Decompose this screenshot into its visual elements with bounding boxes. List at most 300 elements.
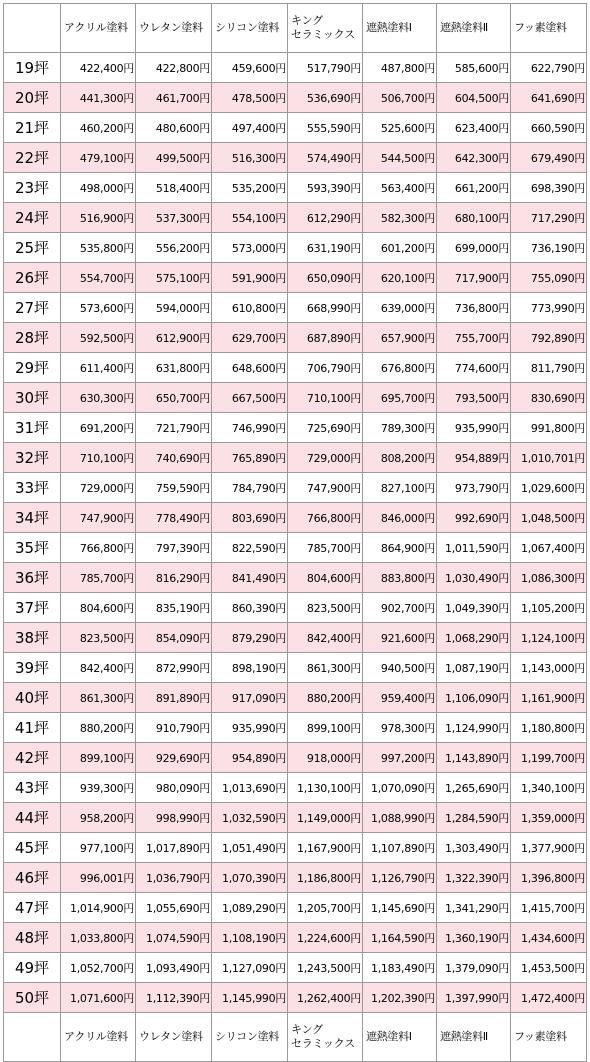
price-cell: 498,000円 [61, 173, 136, 203]
header-row [4, 4, 587, 53]
price-cell: 1,088,990円 [363, 803, 437, 833]
row-label: 31坪 [4, 413, 61, 443]
price-cell: 785,700円 [288, 533, 363, 563]
price-cell: 921,600円 [363, 623, 437, 653]
price-cell: 997,200円 [363, 743, 437, 773]
row-label: 19坪 [4, 53, 61, 83]
price-cell: 1,186,800円 [288, 863, 363, 893]
column-header: ウレタン塗料 [136, 4, 212, 53]
table-row [4, 413, 587, 443]
price-cell: 978,300円 [363, 713, 437, 743]
price-cell: 1,107,890円 [363, 833, 437, 863]
price-cell: 1,472,400円 [511, 983, 587, 1013]
price-cell: 1,453,500円 [511, 953, 587, 983]
row-label: 34坪 [4, 503, 61, 533]
price-cell: 827,100円 [363, 473, 437, 503]
price-cell: 1,164,590円 [363, 923, 437, 953]
price-cell: 1,071,600円 [61, 983, 136, 1013]
table-row [4, 923, 587, 953]
price-cell: 441,300円 [61, 83, 136, 113]
price-cell: 516,900円 [61, 203, 136, 233]
row-label: 27坪 [4, 293, 61, 323]
price-cell: 1,036,790円 [136, 863, 212, 893]
price-cell: 687,890円 [288, 323, 363, 353]
price-cell: 747,900円 [61, 503, 136, 533]
price-cell: 601,200円 [363, 233, 437, 263]
row-label: 43坪 [4, 773, 61, 803]
price-cell: 842,400円 [61, 653, 136, 683]
price-cell: 1,340,100円 [511, 773, 587, 803]
price-cell: 898,190円 [212, 653, 288, 683]
price-cell: 459,600円 [212, 53, 288, 83]
price-cell: 554,100円 [212, 203, 288, 233]
price-cell: 861,300円 [61, 683, 136, 713]
price-cell: 1,048,500円 [511, 503, 587, 533]
price-cell: 1,074,590円 [136, 923, 212, 953]
price-cell: 630,300円 [61, 383, 136, 413]
price-cell: 573,000円 [212, 233, 288, 263]
price-cell: 854,090円 [136, 623, 212, 653]
price-cell: 1,070,090円 [363, 773, 437, 803]
price-cell: 1,067,400円 [511, 533, 587, 563]
price-cell: 592,500円 [61, 323, 136, 353]
price-cell: 517,790円 [288, 53, 363, 83]
row-label: 46坪 [4, 863, 61, 893]
table-row [4, 383, 587, 413]
price-cell: 1,415,700円 [511, 893, 587, 923]
price-cell: 1,130,100円 [288, 773, 363, 803]
table-row [4, 743, 587, 773]
price-cell: 1,032,590円 [212, 803, 288, 833]
price-cell: 612,900円 [136, 323, 212, 353]
price-cell: 755,090円 [511, 263, 587, 293]
price-cell: 973,790円 [437, 473, 511, 503]
price-cell: 556,200円 [136, 233, 212, 263]
price-cell: 461,700円 [136, 83, 212, 113]
price-cell: 1,017,890円 [136, 833, 212, 863]
price-cell: 929,690円 [136, 743, 212, 773]
table-row [4, 53, 587, 83]
table-row [4, 473, 587, 503]
price-cell: 954,890円 [212, 743, 288, 773]
price-cell: 623,400円 [437, 113, 511, 143]
price-cell: 992,690円 [437, 503, 511, 533]
row-label: 37坪 [4, 593, 61, 623]
row-label: 36坪 [4, 563, 61, 593]
table-row [4, 653, 587, 683]
price-cell: 1,359,000円 [511, 803, 587, 833]
price-cell: 918,000円 [288, 743, 363, 773]
price-cell: 1,303,490円 [437, 833, 511, 863]
price-cell: 842,400円 [288, 623, 363, 653]
row-label: 25坪 [4, 233, 61, 263]
column-header: 遮熱塗料Ⅰ [363, 4, 437, 53]
price-cell: 841,490円 [212, 563, 288, 593]
price-cell: 1,183,490円 [363, 953, 437, 983]
column-header: キング セラミックス [288, 4, 363, 53]
price-cell: 1,127,090円 [212, 953, 288, 983]
price-cell: 1,108,190円 [212, 923, 288, 953]
price-cell: 631,190円 [288, 233, 363, 263]
column-footer: フッ素塗料 [511, 1013, 587, 1062]
price-cell: 880,200円 [288, 683, 363, 713]
price-table [3, 3, 587, 1062]
price-cell: 835,190円 [136, 593, 212, 623]
row-label: 32坪 [4, 443, 61, 473]
price-cell: 1,377,900円 [511, 833, 587, 863]
price-cell: 977,100円 [61, 833, 136, 863]
price-cell: 1,112,390円 [136, 983, 212, 1013]
price-cell: 629,700円 [212, 323, 288, 353]
table-row [4, 713, 587, 743]
price-cell: 680,100円 [437, 203, 511, 233]
price-cell: 1,143,890円 [437, 743, 511, 773]
price-cell: 879,290円 [212, 623, 288, 653]
price-cell: 1,010,701円 [511, 443, 587, 473]
price-cell: 699,000円 [437, 233, 511, 263]
price-cell: 710,100円 [61, 443, 136, 473]
price-cell: 747,900円 [288, 473, 363, 503]
price-cell: 574,490円 [288, 143, 363, 173]
price-cell: 910,790円 [136, 713, 212, 743]
price-cell: 1,049,390円 [437, 593, 511, 623]
table-row [4, 593, 587, 623]
price-cell: 487,800円 [363, 53, 437, 83]
price-cell: 789,300円 [363, 413, 437, 443]
price-cell: 1,089,290円 [212, 893, 288, 923]
price-cell: 612,290円 [288, 203, 363, 233]
row-label: 49坪 [4, 953, 61, 983]
price-cell: 1,265,690円 [437, 773, 511, 803]
price-cell: 1,396,800円 [511, 863, 587, 893]
table-row [4, 203, 587, 233]
price-cell: 506,700円 [363, 83, 437, 113]
price-cell: 460,200円 [61, 113, 136, 143]
price-cell: 860,390円 [212, 593, 288, 623]
price-cell: 1,051,490円 [212, 833, 288, 863]
price-cell: 535,200円 [212, 173, 288, 203]
price-cell: 899,100円 [288, 713, 363, 743]
price-cell: 1,149,000円 [288, 803, 363, 833]
column-footer: ウレタン塗料 [136, 1013, 212, 1062]
price-cell: 721,790円 [136, 413, 212, 443]
price-cell: 537,300円 [136, 203, 212, 233]
price-cell: 660,590円 [511, 113, 587, 143]
table-row [4, 563, 587, 593]
price-cell: 620,100円 [363, 263, 437, 293]
price-cell: 422,800円 [136, 53, 212, 83]
table-row [4, 293, 587, 323]
price-cell: 1,030,490円 [437, 563, 511, 593]
price-cell: 899,100円 [61, 743, 136, 773]
price-cell: 891,890円 [136, 683, 212, 713]
price-cell: 525,600円 [363, 113, 437, 143]
table-row [4, 863, 587, 893]
footer-row [4, 1013, 587, 1062]
price-cell: 622,790円 [511, 53, 587, 83]
corner-cell [4, 4, 61, 53]
price-cell: 631,800円 [136, 353, 212, 383]
row-label: 22坪 [4, 143, 61, 173]
price-cell: 1,014,900円 [61, 893, 136, 923]
price-cell: 804,600円 [288, 563, 363, 593]
price-cell: 706,790円 [288, 353, 363, 383]
price-cell: 1,145,690円 [363, 893, 437, 923]
price-cell: 717,290円 [511, 203, 587, 233]
price-cell: 861,300円 [288, 653, 363, 683]
price-cell: 648,600円 [212, 353, 288, 383]
price-cell: 1,262,400円 [288, 983, 363, 1013]
row-label: 20坪 [4, 83, 61, 113]
price-cell: 478,500円 [212, 83, 288, 113]
price-cell: 1,322,390円 [437, 863, 511, 893]
column-footer: シリコン塗料 [212, 1013, 288, 1062]
price-cell: 998,990円 [136, 803, 212, 833]
row-label: 33坪 [4, 473, 61, 503]
table-row [4, 503, 587, 533]
column-header: アクリル塗料 [61, 4, 136, 53]
price-cell: 1,068,290円 [437, 623, 511, 653]
price-cell: 980,090円 [136, 773, 212, 803]
table-row [4, 83, 587, 113]
row-label: 23坪 [4, 173, 61, 203]
price-cell: 797,390円 [136, 533, 212, 563]
price-cell: 422,400円 [61, 53, 136, 83]
price-cell: 710,100円 [288, 383, 363, 413]
price-cell: 1,167,900円 [288, 833, 363, 863]
price-cell: 639,000円 [363, 293, 437, 323]
price-cell: 610,800円 [212, 293, 288, 323]
price-cell: 563,400円 [363, 173, 437, 203]
price-cell: 902,700円 [363, 593, 437, 623]
price-cell: 803,690円 [212, 503, 288, 533]
price-cell: 585,600円 [437, 53, 511, 83]
row-label: 29坪 [4, 353, 61, 383]
table-row [4, 533, 587, 563]
price-cell: 935,990円 [212, 713, 288, 743]
price-cell: 1,284,590円 [437, 803, 511, 833]
price-cell: 657,900円 [363, 323, 437, 353]
price-cell: 661,200円 [437, 173, 511, 203]
price-cell: 996,001円 [61, 863, 136, 893]
price-cell: 736,800円 [437, 293, 511, 323]
price-cell: 1,205,700円 [288, 893, 363, 923]
table-row [4, 773, 587, 803]
price-cell: 591,900円 [212, 263, 288, 293]
price-cell: 736,190円 [511, 233, 587, 263]
price-cell: 725,690円 [288, 413, 363, 443]
price-cell: 729,000円 [61, 473, 136, 503]
price-cell: 667,500円 [212, 383, 288, 413]
price-cell: 518,400円 [136, 173, 212, 203]
price-cell: 1,360,190円 [437, 923, 511, 953]
table-row [4, 263, 587, 293]
row-label: 50坪 [4, 983, 61, 1013]
price-cell: 823,500円 [61, 623, 136, 653]
price-cell: 774,600円 [437, 353, 511, 383]
price-cell: 792,890円 [511, 323, 587, 353]
price-cell: 536,690円 [288, 83, 363, 113]
price-cell: 499,500円 [136, 143, 212, 173]
price-cell: 765,890円 [212, 443, 288, 473]
column-footer: 遮熱塗料Ⅰ [363, 1013, 437, 1062]
price-cell: 784,790円 [212, 473, 288, 503]
price-cell: 479,100円 [61, 143, 136, 173]
column-header: シリコン塗料 [212, 4, 288, 53]
price-cell: 959,400円 [363, 683, 437, 713]
price-cell: 811,790円 [511, 353, 587, 383]
price-cell: 544,500円 [363, 143, 437, 173]
row-label: 41坪 [4, 713, 61, 743]
row-label: 42坪 [4, 743, 61, 773]
price-cell: 1,126,790円 [363, 863, 437, 893]
price-cell: 1,052,700円 [61, 953, 136, 983]
table-row [4, 893, 587, 923]
price-cell: 808,200円 [363, 443, 437, 473]
row-label: 48坪 [4, 923, 61, 953]
price-cell: 991,800円 [511, 413, 587, 443]
price-cell: 594,000円 [136, 293, 212, 323]
price-cell: 954,889円 [437, 443, 511, 473]
price-cell: 1,093,490円 [136, 953, 212, 983]
table-row [4, 233, 587, 263]
price-cell: 695,700円 [363, 383, 437, 413]
table-row [4, 113, 587, 143]
price-cell: 830,690円 [511, 383, 587, 413]
column-footer: アクリル塗料 [61, 1013, 136, 1062]
price-cell: 773,990円 [511, 293, 587, 323]
price-cell: 917,090円 [212, 683, 288, 713]
price-cell: 1,224,600円 [288, 923, 363, 953]
price-cell: 650,090円 [288, 263, 363, 293]
row-label: 44坪 [4, 803, 61, 833]
price-cell: 864,900円 [363, 533, 437, 563]
price-cell: 480,600円 [136, 113, 212, 143]
price-cell: 1,124,990円 [437, 713, 511, 743]
column-header: 遮熱塗料Ⅱ [437, 4, 511, 53]
price-cell: 641,690円 [511, 83, 587, 113]
price-cell: 1,243,500円 [288, 953, 363, 983]
price-cell: 604,500円 [437, 83, 511, 113]
price-cell: 575,100円 [136, 263, 212, 293]
price-cell: 759,590円 [136, 473, 212, 503]
price-cell: 698,390円 [511, 173, 587, 203]
price-cell: 668,990円 [288, 293, 363, 323]
row-label: 40坪 [4, 683, 61, 713]
price-cell: 1,105,200円 [511, 593, 587, 623]
price-cell: 766,800円 [288, 503, 363, 533]
price-cell: 746,990円 [212, 413, 288, 443]
row-label: 45坪 [4, 833, 61, 863]
row-label: 21坪 [4, 113, 61, 143]
corner-cell [4, 1013, 61, 1062]
price-cell: 554,700円 [61, 263, 136, 293]
price-cell: 555,590円 [288, 113, 363, 143]
price-cell: 593,390円 [288, 173, 363, 203]
row-label: 47坪 [4, 893, 61, 923]
table-row [4, 173, 587, 203]
price-cell: 1,087,190円 [437, 653, 511, 683]
price-cell: 940,500円 [363, 653, 437, 683]
price-cell: 1,379,090円 [437, 953, 511, 983]
table-row [4, 953, 587, 983]
price-cell: 880,200円 [61, 713, 136, 743]
price-cell: 778,490円 [136, 503, 212, 533]
table-row [4, 983, 587, 1013]
price-cell: 1,011,590円 [437, 533, 511, 563]
row-label: 30坪 [4, 383, 61, 413]
price-cell: 816,290円 [136, 563, 212, 593]
column-footer: 遮熱塗料Ⅱ [437, 1013, 511, 1062]
price-cell: 717,900円 [437, 263, 511, 293]
column-footer: キング セラミックス [288, 1013, 363, 1062]
row-label: 35坪 [4, 533, 61, 563]
price-cell: 846,000円 [363, 503, 437, 533]
table-row [4, 803, 587, 833]
price-cell: 804,600円 [61, 593, 136, 623]
row-label: 24坪 [4, 203, 61, 233]
price-cell: 650,700円 [136, 383, 212, 413]
price-cell: 766,800円 [61, 533, 136, 563]
price-cell: 823,500円 [288, 593, 363, 623]
price-cell: 939,300円 [61, 773, 136, 803]
price-cell: 1,145,990円 [212, 983, 288, 1013]
table-row [4, 353, 587, 383]
price-cell: 958,200円 [61, 803, 136, 833]
row-label: 39坪 [4, 653, 61, 683]
price-cell: 1,055,690円 [136, 893, 212, 923]
price-cell: 883,800円 [363, 563, 437, 593]
price-cell: 785,700円 [61, 563, 136, 593]
price-cell: 1,161,900円 [511, 683, 587, 713]
price-cell: 676,800円 [363, 353, 437, 383]
table-row [4, 323, 587, 353]
table-body [4, 53, 587, 1013]
price-cell: 1,106,090円 [437, 683, 511, 713]
price-cell: 793,500円 [437, 383, 511, 413]
price-cell: 1,397,990円 [437, 983, 511, 1013]
price-cell: 1,180,800円 [511, 713, 587, 743]
table-row [4, 143, 587, 173]
price-cell: 935,990円 [437, 413, 511, 443]
price-cell: 740,690円 [136, 443, 212, 473]
table-row [4, 833, 587, 863]
price-cell: 516,300円 [212, 143, 288, 173]
price-cell: 1,202,390円 [363, 983, 437, 1013]
price-cell: 1,070,390円 [212, 863, 288, 893]
row-label: 28坪 [4, 323, 61, 353]
row-label: 26坪 [4, 263, 61, 293]
price-cell: 1,199,700円 [511, 743, 587, 773]
price-cell: 497,400円 [212, 113, 288, 143]
price-cell: 729,000円 [288, 443, 363, 473]
table-row [4, 683, 587, 713]
price-cell: 573,600円 [61, 293, 136, 323]
price-cell: 535,800円 [61, 233, 136, 263]
price-cell: 872,990円 [136, 653, 212, 683]
price-cell: 1,124,100円 [511, 623, 587, 653]
price-cell: 611,400円 [61, 353, 136, 383]
price-cell: 679,490円 [511, 143, 587, 173]
price-cell: 822,590円 [212, 533, 288, 563]
price-cell: 1,143,000円 [511, 653, 587, 683]
price-cell: 1,033,800円 [61, 923, 136, 953]
price-cell: 691,200円 [61, 413, 136, 443]
price-cell: 1,029,600円 [511, 473, 587, 503]
column-header: フッ素塗料 [511, 4, 587, 53]
table-row [4, 443, 587, 473]
table-row [4, 623, 587, 653]
